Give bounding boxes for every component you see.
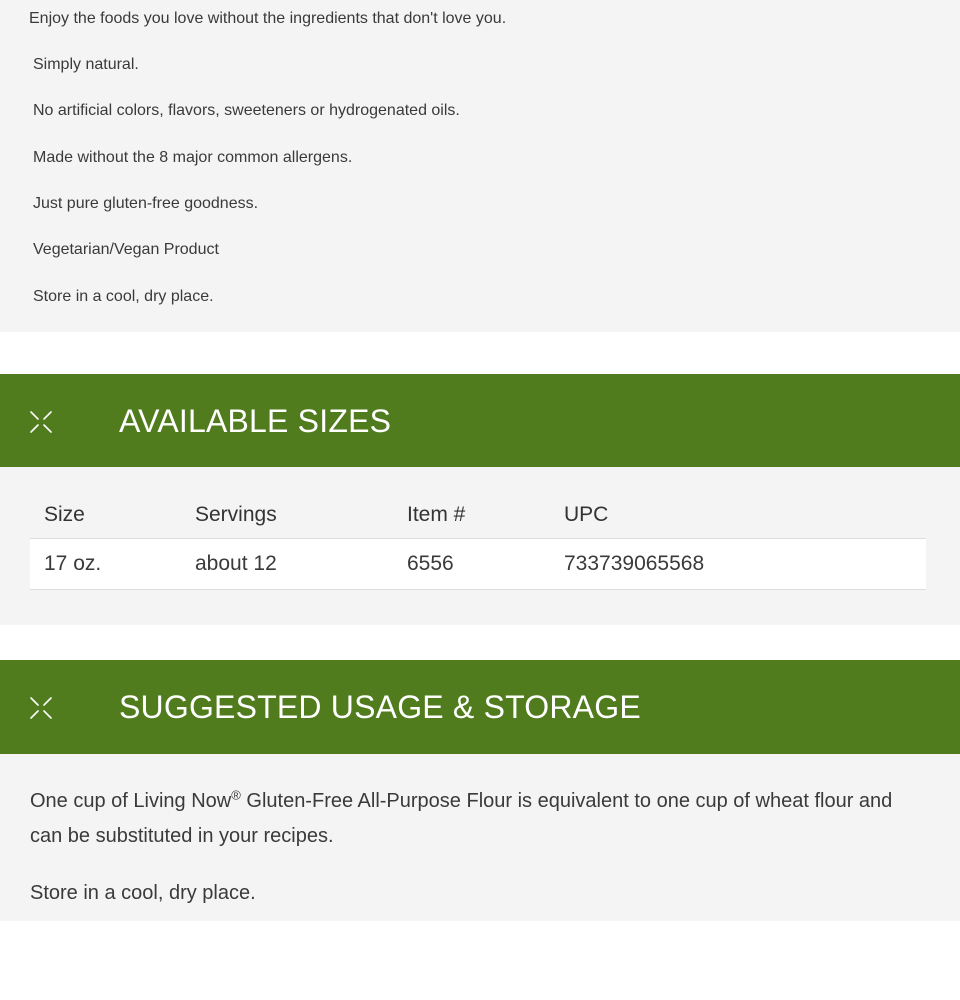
usage-paragraph [30,784,910,854]
storage-paragraph: Store in a cool, dry place. [30,882,256,904]
features-intro: Enjoy the foods you love without the ingredients that don't love you. [29,10,507,27]
available-sizes-panel [0,467,960,625]
usage-text: Gluten-Free All-Purpose Flour is equivalent to one cup of wheat flour and can be substituted in your recipes. [30,790,893,847]
cell-size: 17 oz. [30,539,181,590]
column-header-size: Size [44,502,85,526]
table-row [30,539,926,590]
column-header-servings: Servings [195,502,277,526]
feature-item: Simply natural. [33,56,139,73]
close-x-icon[interactable] [29,410,53,434]
feature-item: No artificial colors, flavors, sweeteners or hydrogenated oils. [33,102,460,119]
feature-item: Made without the 8 major common allergens. [33,149,353,166]
available-sizes-header[interactable] [0,374,960,468]
suggested-usage-panel [0,754,960,921]
section-title: SUGGESTED USAGE & STORAGE [119,689,641,725]
column-header-item: Item # [407,502,466,526]
column-header-upc: UPC [564,502,609,526]
sizes-table [30,491,926,590]
feature-item: Just pure gluten-free goodness. [33,195,259,212]
close-x-icon[interactable] [29,696,53,720]
cell-item-number: 6556 [393,539,550,590]
registered-mark: ® [231,787,241,803]
usage-text: One cup of Living Now [30,790,232,812]
suggested-usage-header[interactable] [0,660,960,754]
product-features-panel [0,0,960,332]
feature-item: Vegetarian/Vegan Product [33,241,219,258]
cell-upc: 733739065568 [550,539,926,590]
section-title: AVAILABLE SIZES [119,403,392,439]
feature-item: Store in a cool, dry place. [33,288,214,305]
cell-servings: about 12 [181,539,393,590]
table-header-row [30,491,926,539]
